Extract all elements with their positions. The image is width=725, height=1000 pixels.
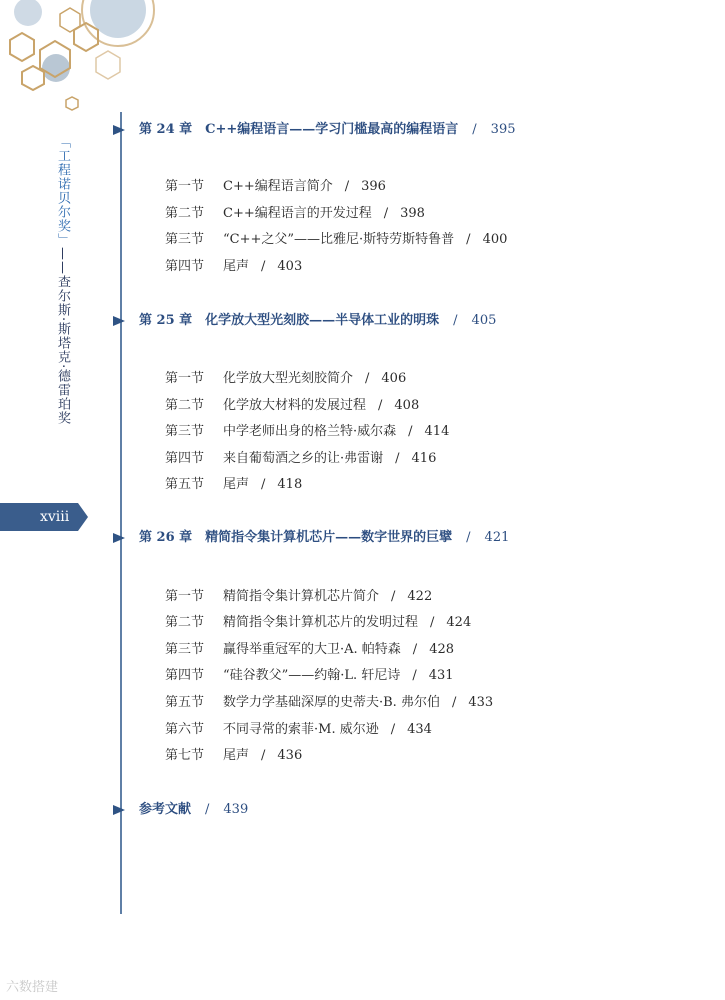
separator: / bbox=[412, 642, 418, 657]
section-label: 第四节 bbox=[165, 668, 205, 683]
separator: / bbox=[430, 615, 435, 630]
toc-section[interactable] bbox=[165, 612, 471, 634]
section-title: 化学放大型光刻胶简介 bbox=[223, 371, 354, 386]
toc-section[interactable] bbox=[165, 176, 386, 198]
section-page: 414 bbox=[424, 424, 450, 439]
section-label: 第六节 bbox=[165, 722, 205, 737]
toc-section[interactable] bbox=[165, 665, 454, 687]
toc-section[interactable] bbox=[165, 395, 419, 417]
separator: / bbox=[261, 259, 266, 274]
separator: / bbox=[261, 748, 266, 763]
section-label: 第五节 bbox=[165, 695, 205, 710]
separator: / bbox=[453, 313, 458, 328]
section-title: 化学放大材料的发展过程 bbox=[223, 398, 367, 413]
separator: / bbox=[391, 589, 396, 604]
section-page: 434 bbox=[407, 722, 432, 737]
section-page: 428 bbox=[429, 642, 455, 657]
award-name: 查尔斯·斯塔克·德雷珀奖 bbox=[55, 275, 70, 426]
toc-section[interactable] bbox=[165, 203, 425, 225]
separator: / bbox=[390, 722, 396, 737]
toc-section[interactable] bbox=[165, 421, 449, 443]
toc-section[interactable] bbox=[165, 692, 493, 714]
section-label: 第三节 bbox=[165, 642, 205, 657]
separator: / bbox=[395, 451, 400, 466]
series-name: 「工程诺贝尔奖」 bbox=[55, 135, 70, 247]
toc-section[interactable] bbox=[165, 256, 302, 278]
book-series-title bbox=[52, 135, 72, 425]
chapter-title: 第 24 章 C++编程语言——学习门槛最高的编程语言 bbox=[139, 122, 459, 137]
section-label: 第二节 bbox=[165, 206, 205, 221]
section-title: 数学力学基础深厚的史蒂夫·B. 弗尔伯 bbox=[223, 695, 440, 710]
separator: / bbox=[466, 232, 471, 247]
separator: / bbox=[205, 802, 210, 817]
separator: / bbox=[412, 668, 417, 683]
section-label: 第二节 bbox=[165, 615, 205, 630]
section-page: 396 bbox=[361, 179, 386, 194]
chapter-arrow-icon bbox=[113, 533, 125, 543]
chapter-arrow-icon bbox=[113, 805, 125, 815]
watermark: 六数搭建 bbox=[6, 980, 59, 995]
section-title: C++编程语言的开发过程 bbox=[223, 206, 372, 221]
section-title: 尾声 bbox=[223, 259, 250, 274]
section-page: 431 bbox=[428, 668, 454, 683]
chapter-title: 第 26 章 精简指令集计算机芯片——数字世界的巨擘 bbox=[139, 530, 453, 545]
section-label: 第四节 bbox=[165, 259, 205, 274]
decorative-hexagon-pattern bbox=[0, 0, 170, 120]
toc-vertical-rule bbox=[120, 112, 122, 914]
section-title: 赢得举重冠军的大卫·A. 帕特森 bbox=[223, 642, 401, 657]
references-title: 参考文献 bbox=[139, 802, 192, 817]
chapter-page: 395 bbox=[490, 122, 516, 137]
toc-section[interactable] bbox=[165, 474, 302, 496]
section-label: 第二节 bbox=[165, 398, 205, 413]
chapter-page: 405 bbox=[471, 313, 497, 328]
chapter-arrow-icon bbox=[113, 125, 125, 135]
separator: / bbox=[383, 206, 389, 221]
toc-section[interactable] bbox=[165, 586, 432, 608]
section-page: 398 bbox=[400, 206, 425, 221]
section-page: 418 bbox=[277, 477, 303, 492]
section-page: 416 bbox=[411, 451, 437, 466]
chapter-title: 第 25 章 化学放大型光刻胶——半导体工业的明珠 bbox=[139, 313, 440, 328]
section-page: 400 bbox=[482, 232, 508, 247]
section-label: 第三节 bbox=[165, 424, 205, 439]
toc-section[interactable] bbox=[165, 448, 436, 470]
section-page: 436 bbox=[277, 748, 303, 763]
section-title: 来自葡萄酒之乡的让·弗雷谢 bbox=[223, 451, 384, 466]
section-page: 406 bbox=[381, 371, 407, 386]
section-title: C++编程语言简介 bbox=[223, 179, 333, 194]
section-title: 精简指令集计算机芯片的发明过程 bbox=[223, 615, 419, 630]
section-title: 尾声 bbox=[223, 477, 250, 492]
toc-section[interactable] bbox=[165, 639, 454, 661]
references-page: 439 bbox=[223, 802, 249, 817]
chapter-arrow-icon bbox=[113, 316, 125, 326]
separator: / bbox=[472, 122, 477, 137]
section-label: 第三节 bbox=[165, 232, 205, 247]
section-title: “C++之父”——比雅尼·斯特劳斯特鲁普 bbox=[223, 232, 455, 247]
section-title: 精简指令集计算机芯片简介 bbox=[223, 589, 380, 604]
toc-section[interactable] bbox=[165, 745, 302, 767]
section-label: 第一节 bbox=[165, 589, 205, 604]
section-label: 第一节 bbox=[165, 371, 205, 386]
section-label: 第七节 bbox=[165, 748, 205, 763]
section-page: 422 bbox=[407, 589, 433, 604]
separator: / bbox=[451, 695, 457, 710]
separator: / bbox=[261, 477, 266, 492]
separator: / bbox=[408, 424, 413, 439]
section-title: “硅谷教父”——约翰·L. 轩尼诗 bbox=[223, 668, 401, 683]
section-label: 第一节 bbox=[165, 179, 205, 194]
toc-section[interactable] bbox=[165, 719, 432, 741]
section-page: 403 bbox=[277, 259, 303, 274]
section-page: 433 bbox=[468, 695, 494, 710]
page-number: xviii bbox=[40, 509, 70, 525]
section-label: 第五节 bbox=[165, 477, 205, 492]
section-title: 中学老师出身的格兰特·威尔森 bbox=[223, 424, 397, 439]
chapter-page: 421 bbox=[484, 530, 510, 545]
toc-section[interactable] bbox=[165, 229, 507, 251]
section-label: 第四节 bbox=[165, 451, 205, 466]
separator: / bbox=[466, 530, 471, 545]
separator: / bbox=[378, 398, 383, 413]
section-title: 不同寻常的索菲·M. 威尔逊 bbox=[223, 722, 379, 737]
section-title: 尾声 bbox=[223, 748, 250, 763]
separator: / bbox=[344, 179, 350, 194]
section-page: 424 bbox=[446, 615, 472, 630]
toc-section[interactable] bbox=[165, 368, 406, 390]
section-page: 408 bbox=[394, 398, 420, 413]
separator: / bbox=[365, 371, 370, 386]
title-dash: —— bbox=[55, 247, 70, 275]
